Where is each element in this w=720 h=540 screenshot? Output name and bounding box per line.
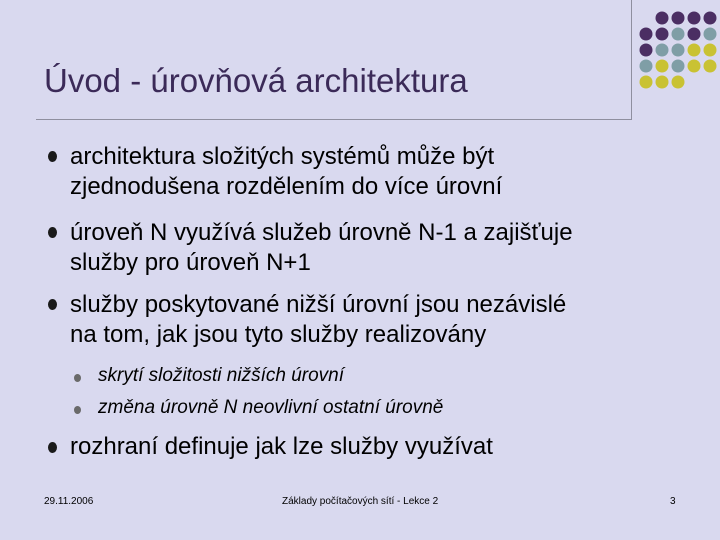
decorative-dot	[640, 60, 653, 73]
decorative-dot	[672, 60, 685, 73]
decorative-dot	[672, 28, 685, 41]
bullet-icon	[48, 442, 57, 453]
decorative-dot	[640, 28, 653, 41]
bullet-icon	[48, 227, 57, 238]
decorative-dot-grid	[0, 0, 720, 120]
decorative-dot	[704, 60, 717, 73]
bullet-line: služby poskytované nižší úrovní jsou nezávislé	[70, 291, 567, 318]
decorative-dot	[672, 76, 685, 89]
decorative-dot	[656, 44, 669, 57]
bullet-line: úroveň N využívá služeb úrovně N-1 a zajišťuje	[70, 219, 573, 246]
sub-bullet-item: změna úrovně N neovlivní ostatní úrovně	[98, 397, 444, 418]
decorative-dot	[704, 12, 717, 25]
sub-bullet-icon	[74, 406, 81, 414]
decorative-dot	[704, 28, 717, 41]
decorative-dot	[688, 12, 701, 25]
slide-title: Úvod - úrovňová architektura	[44, 62, 468, 99]
footer-course: Základy počítačových sítí - Lekce 2	[282, 496, 439, 507]
decorative-dot	[672, 12, 685, 25]
decorative-dot	[656, 60, 669, 73]
bullet-icon	[48, 299, 57, 310]
decorative-dot	[656, 76, 669, 89]
title-divider-horizontal	[36, 119, 632, 120]
bullet-item	[70, 290, 690, 350]
decorative-dot	[688, 44, 701, 57]
bullet-line: na tom, jak jsou tyto služby realizovány	[70, 321, 487, 348]
decorative-dot	[640, 76, 653, 89]
bullet-line: architektura složitých systémů může být	[70, 143, 495, 170]
bullet-item	[70, 142, 690, 202]
bullet-item	[70, 218, 690, 278]
decorative-dot	[688, 60, 701, 73]
decorative-dot	[672, 44, 685, 57]
decorative-dot	[640, 44, 653, 57]
decorative-dot	[656, 12, 669, 25]
sub-bullet-item: skrytí složitosti nižších úrovní	[98, 365, 345, 386]
title-divider-vertical	[631, 0, 632, 120]
bullet-item: rozhraní definuje jak lze služby využívat	[70, 433, 493, 460]
decorative-dot	[704, 44, 717, 57]
footer-page-number: 3	[670, 496, 676, 507]
decorative-dot	[688, 28, 701, 41]
footer-date: 29.11.2006	[44, 496, 94, 507]
decorative-dot	[656, 28, 669, 41]
sub-bullet-icon	[74, 374, 81, 382]
bullet-line: zjednodušena rozdělením do více úrovní	[70, 173, 503, 200]
bullet-line: služby pro úroveň N+1	[70, 249, 311, 276]
bullet-icon	[48, 151, 57, 162]
